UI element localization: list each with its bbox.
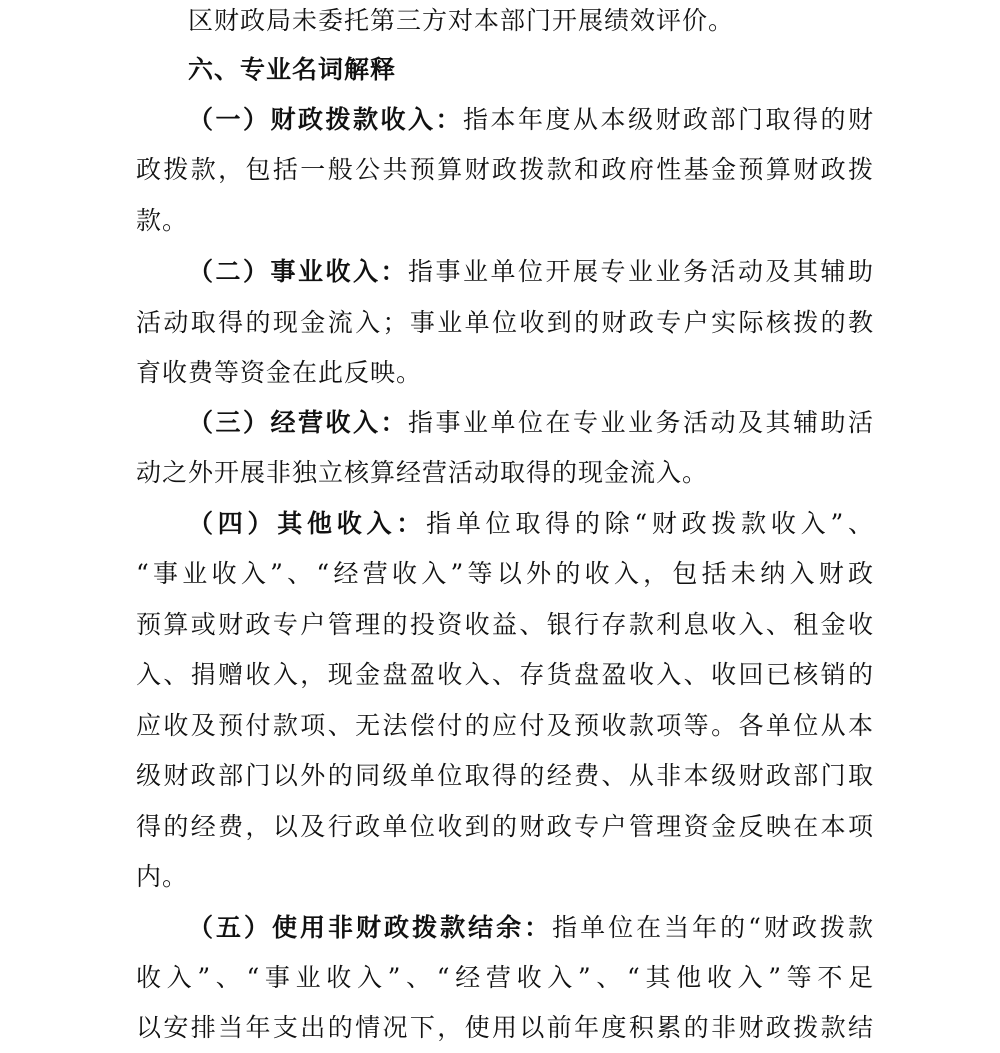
item-2-line-1 [188,247,874,297]
item-5-line-3: 以安排当年支出的情况下，使用以前年度积累的非财政拨款结 [136,1013,874,1042]
paragraph-line: 区财政局未委托第三方对本部门开展绩效评价。 [188,6,735,35]
item-5-text: 指单位在当年的“财政拨款 [552,913,874,942]
item-2-line-3: 育收费等资金在此反映。 [136,358,423,387]
item-4-line-1 [188,499,874,549]
item-2-term: （二）事业收入： [188,257,408,286]
item-5-line-1 [188,903,874,953]
item-5-line-2: 收入”、“事业收入”、“经营收入”、“其他收入”等不足 [136,963,874,992]
item-3-line-2: 动之外开展非独立核算经营活动取得的现金流入。 [136,458,709,487]
item-5-term: （五）使用非财政拨款结余： [188,913,553,942]
item-4-line-3: 预算或财政专户管理的投资收益、银行存款利息收入、租金收 [136,610,874,639]
item-1-line-3: 款。 [136,206,189,235]
item-4-text: 指单位取得的除“财政拨款收入”、 [426,509,874,538]
item-1-text: 指本年度从本级财政部门取得的财 [463,105,874,134]
section-heading: 六、专业名词解释 [188,55,397,84]
item-3-line-1 [188,398,874,448]
item-3-text: 指事业单位在专业业务活动及其辅助活 [408,408,874,437]
item-4-line-8: 内。 [136,862,189,891]
item-3-term: （三）经营收入： [188,408,408,437]
item-2-line-2: 活动取得的现金流入；事业单位收到的财政专户实际核拨的教 [136,308,874,337]
item-4-line-4: 入、捐赠收入，现金盘盈收入、存货盘盈收入、收回已核销的 [136,660,874,689]
item-2-text: 指事业单位开展专业业务活动及其辅助 [408,257,874,286]
item-4-line-2: “事业收入”、“经营收入”等以外的收入，包括未纳入财政 [136,559,874,588]
item-4-line-5: 应收及预付款项、无法偿付的应付及预收款项等。各单位从本 [136,711,874,740]
item-4-line-7: 得的经费，以及行政单位收到的财政专户管理资金反映在本项 [136,812,874,841]
item-1-line-2: 政拨款，包括一般公共预算财政拨款和政府性基金预算财政拨 [136,155,874,184]
item-1-line-1 [188,95,874,145]
item-4-term: （四）其他收入： [188,509,427,538]
item-1-term: （一）财政拨款收入： [188,105,463,134]
item-4-line-6: 级财政部门以外的同级单位取得的经费、从非本级财政部门取 [136,761,874,790]
